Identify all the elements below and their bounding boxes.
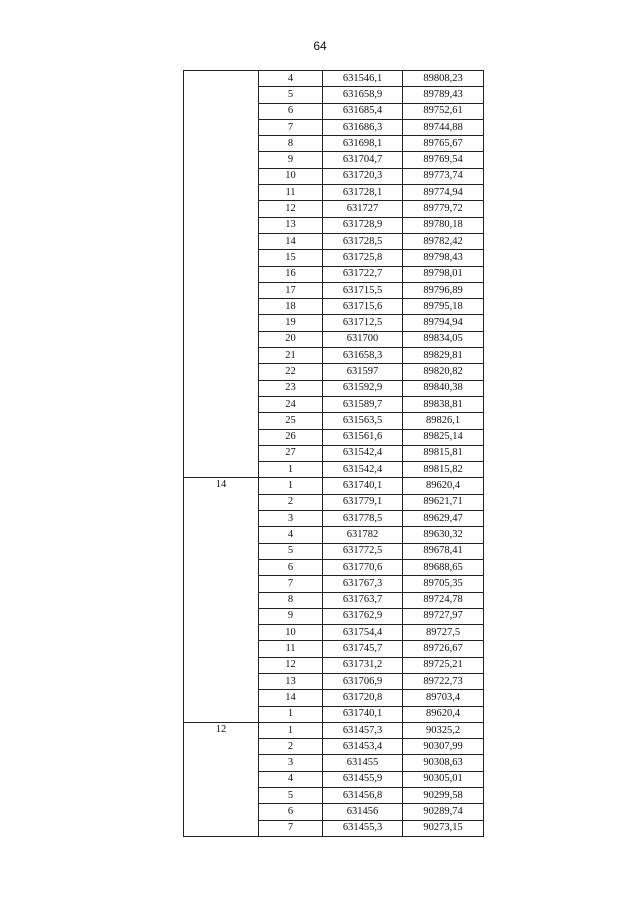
y-coordinate-cell: 89838,81 (403, 396, 484, 412)
y-coordinate-cell: 89798,01 (403, 266, 484, 282)
y-coordinate-cell: 89774,94 (403, 185, 484, 201)
parcel-number-cell (184, 71, 259, 478)
x-coordinate-cell: 631456,8 (323, 788, 403, 804)
point-number-cell: 3 (259, 511, 323, 527)
point-number-cell: 6 (259, 103, 323, 119)
point-number-cell: 1 (259, 706, 323, 722)
y-coordinate-cell: 90305,01 (403, 771, 484, 787)
point-number-cell: 14 (259, 690, 323, 706)
y-coordinate-cell: 89752,61 (403, 103, 484, 119)
y-coordinate-cell: 89703,4 (403, 690, 484, 706)
x-coordinate-cell: 631763,7 (323, 592, 403, 608)
point-number-cell: 4 (259, 71, 323, 87)
x-coordinate-cell: 631725,8 (323, 250, 403, 266)
point-number-cell: 19 (259, 315, 323, 331)
x-coordinate-cell: 631706,9 (323, 673, 403, 689)
x-coordinate-cell: 631542,4 (323, 445, 403, 461)
y-coordinate-cell: 89840,38 (403, 380, 484, 396)
x-coordinate-cell: 631745,7 (323, 641, 403, 657)
y-coordinate-cell: 89815,82 (403, 462, 484, 478)
y-coordinate-cell: 90325,2 (403, 722, 484, 738)
x-coordinate-cell: 631698,1 (323, 136, 403, 152)
x-coordinate-cell: 631728,9 (323, 217, 403, 233)
point-number-cell: 10 (259, 168, 323, 184)
point-number-cell: 22 (259, 364, 323, 380)
point-number-cell: 25 (259, 413, 323, 429)
point-number-cell: 8 (259, 136, 323, 152)
y-coordinate-cell: 89726,67 (403, 641, 484, 657)
point-number-cell: 27 (259, 445, 323, 461)
y-coordinate-cell: 89629,47 (403, 511, 484, 527)
table-row (184, 71, 484, 87)
point-number-cell: 8 (259, 592, 323, 608)
y-coordinate-cell: 89815,81 (403, 445, 484, 461)
x-coordinate-cell: 631658,3 (323, 348, 403, 364)
point-number-cell: 14 (259, 233, 323, 249)
point-number-cell: 11 (259, 641, 323, 657)
point-number-cell: 15 (259, 250, 323, 266)
y-coordinate-cell: 89779,72 (403, 201, 484, 217)
y-coordinate-cell: 89794,94 (403, 315, 484, 331)
point-number-cell: 6 (259, 804, 323, 820)
y-coordinate-cell: 90273,15 (403, 820, 484, 836)
point-number-cell: 6 (259, 559, 323, 575)
point-number-cell: 11 (259, 185, 323, 201)
y-coordinate-cell: 89678,41 (403, 543, 484, 559)
x-coordinate-cell: 631728,5 (323, 233, 403, 249)
point-number-cell: 13 (259, 673, 323, 689)
x-coordinate-cell: 631720,3 (323, 168, 403, 184)
y-coordinate-cell: 89773,74 (403, 168, 484, 184)
coordinates-table (183, 70, 484, 837)
point-number-cell: 5 (259, 87, 323, 103)
table-row (184, 478, 484, 494)
x-coordinate-cell: 631561,6 (323, 429, 403, 445)
x-coordinate-cell: 631772,5 (323, 543, 403, 559)
x-coordinate-cell: 631542,4 (323, 462, 403, 478)
x-coordinate-cell: 631457,3 (323, 722, 403, 738)
point-number-cell: 16 (259, 266, 323, 282)
point-number-cell: 10 (259, 625, 323, 641)
y-coordinate-cell: 89798,43 (403, 250, 484, 266)
y-coordinate-cell: 89820,82 (403, 364, 484, 380)
parcel-number-cell: 12 (184, 722, 259, 836)
x-coordinate-cell: 631722,7 (323, 266, 403, 282)
y-coordinate-cell: 89620,4 (403, 478, 484, 494)
parcel-number-cell: 14 (184, 478, 259, 722)
x-coordinate-cell: 631731,2 (323, 657, 403, 673)
point-number-cell: 5 (259, 543, 323, 559)
y-coordinate-cell: 89744,88 (403, 119, 484, 135)
table-row (184, 722, 484, 738)
x-coordinate-cell: 631715,5 (323, 282, 403, 298)
point-number-cell: 1 (259, 722, 323, 738)
point-number-cell: 9 (259, 608, 323, 624)
x-coordinate-cell: 631455,3 (323, 820, 403, 836)
coordinates-table-body (184, 71, 484, 837)
point-number-cell: 13 (259, 217, 323, 233)
y-coordinate-cell: 90307,99 (403, 739, 484, 755)
y-coordinate-cell: 89829,81 (403, 348, 484, 364)
x-coordinate-cell: 631715,6 (323, 299, 403, 315)
y-coordinate-cell: 89722,73 (403, 673, 484, 689)
point-number-cell: 21 (259, 348, 323, 364)
x-coordinate-cell: 631779,1 (323, 494, 403, 510)
point-number-cell: 7 (259, 119, 323, 135)
x-coordinate-cell: 631455 (323, 755, 403, 771)
y-coordinate-cell: 89795,18 (403, 299, 484, 315)
x-coordinate-cell: 631592,9 (323, 380, 403, 396)
x-coordinate-cell: 631754,4 (323, 625, 403, 641)
y-coordinate-cell: 89826,1 (403, 413, 484, 429)
x-coordinate-cell: 631453,4 (323, 739, 403, 755)
x-coordinate-cell: 631563,5 (323, 413, 403, 429)
point-number-cell: 9 (259, 152, 323, 168)
point-number-cell: 7 (259, 820, 323, 836)
x-coordinate-cell: 631700 (323, 331, 403, 347)
point-number-cell: 5 (259, 788, 323, 804)
x-coordinate-cell: 631720,8 (323, 690, 403, 706)
point-number-cell: 12 (259, 201, 323, 217)
x-coordinate-cell: 631686,3 (323, 119, 403, 135)
x-coordinate-cell: 631685,4 (323, 103, 403, 119)
x-coordinate-cell: 631770,6 (323, 559, 403, 575)
point-number-cell: 2 (259, 494, 323, 510)
x-coordinate-cell: 631778,5 (323, 511, 403, 527)
point-number-cell: 3 (259, 755, 323, 771)
point-number-cell: 4 (259, 527, 323, 543)
y-coordinate-cell: 89705,35 (403, 576, 484, 592)
y-coordinate-cell: 89796,89 (403, 282, 484, 298)
x-coordinate-cell: 631455,9 (323, 771, 403, 787)
y-coordinate-cell: 89725,21 (403, 657, 484, 673)
x-coordinate-cell: 631782 (323, 527, 403, 543)
point-number-cell: 23 (259, 380, 323, 396)
point-number-cell: 17 (259, 282, 323, 298)
y-coordinate-cell: 89724,78 (403, 592, 484, 608)
x-coordinate-cell: 631589,7 (323, 396, 403, 412)
y-coordinate-cell: 89808,23 (403, 71, 484, 87)
x-coordinate-cell: 631712,5 (323, 315, 403, 331)
y-coordinate-cell: 90299,58 (403, 788, 484, 804)
x-coordinate-cell: 631728,1 (323, 185, 403, 201)
y-coordinate-cell: 90289,74 (403, 804, 484, 820)
y-coordinate-cell: 89765,67 (403, 136, 484, 152)
y-coordinate-cell: 89769,54 (403, 152, 484, 168)
y-coordinate-cell: 89780,18 (403, 217, 484, 233)
x-coordinate-cell: 631740,1 (323, 706, 403, 722)
point-number-cell: 4 (259, 771, 323, 787)
y-coordinate-cell: 89825,14 (403, 429, 484, 445)
y-coordinate-cell: 89620,4 (403, 706, 484, 722)
y-coordinate-cell: 89727,97 (403, 608, 484, 624)
y-coordinate-cell: 89630,32 (403, 527, 484, 543)
x-coordinate-cell: 631658,9 (323, 87, 403, 103)
x-coordinate-cell: 631727 (323, 201, 403, 217)
y-coordinate-cell: 90308,63 (403, 755, 484, 771)
x-coordinate-cell: 631704,7 (323, 152, 403, 168)
point-number-cell: 24 (259, 396, 323, 412)
x-coordinate-cell: 631456 (323, 804, 403, 820)
y-coordinate-cell: 89834,05 (403, 331, 484, 347)
y-coordinate-cell: 89727,5 (403, 625, 484, 641)
y-coordinate-cell: 89789,43 (403, 87, 484, 103)
point-number-cell: 1 (259, 478, 323, 494)
x-coordinate-cell: 631767,3 (323, 576, 403, 592)
point-number-cell: 7 (259, 576, 323, 592)
point-number-cell: 20 (259, 331, 323, 347)
point-number-cell: 2 (259, 739, 323, 755)
point-number-cell: 18 (259, 299, 323, 315)
x-coordinate-cell: 631546,1 (323, 71, 403, 87)
x-coordinate-cell: 631597 (323, 364, 403, 380)
x-coordinate-cell: 631740,1 (323, 478, 403, 494)
y-coordinate-cell: 89782,42 (403, 233, 484, 249)
y-coordinate-cell: 89621,71 (403, 494, 484, 510)
page-number: 64 (313, 39, 327, 53)
point-number-cell: 26 (259, 429, 323, 445)
point-number-cell: 12 (259, 657, 323, 673)
y-coordinate-cell: 89688,65 (403, 559, 484, 575)
point-number-cell: 1 (259, 462, 323, 478)
x-coordinate-cell: 631762,9 (323, 608, 403, 624)
